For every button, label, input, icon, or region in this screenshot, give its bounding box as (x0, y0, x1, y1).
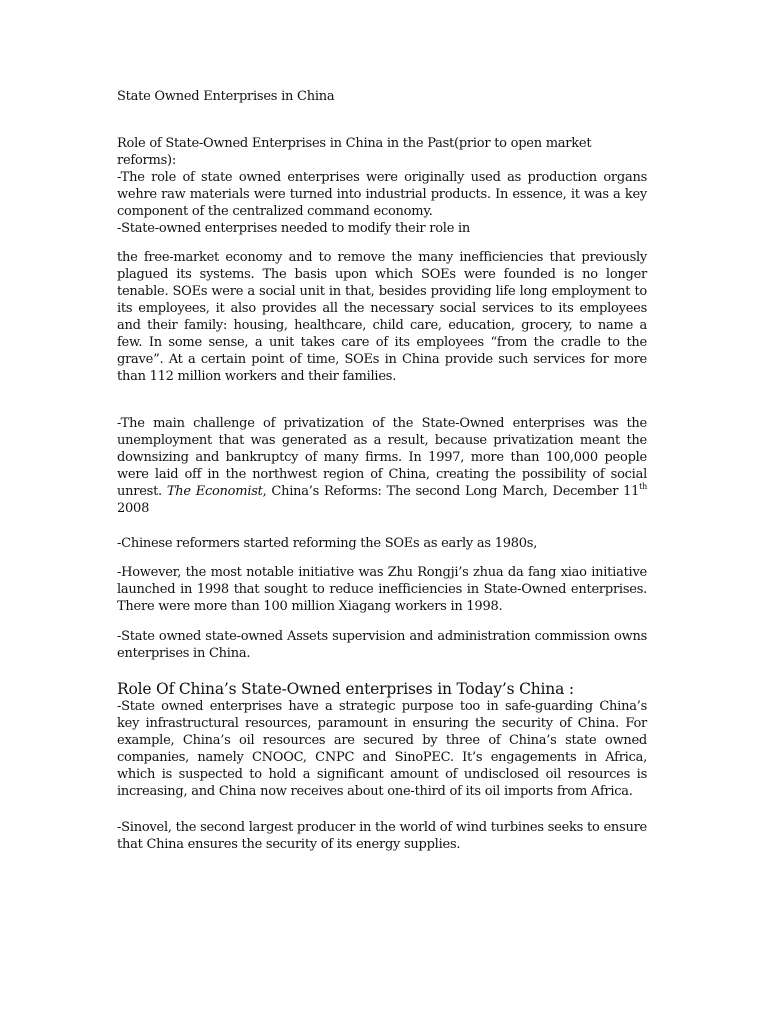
past-role-heading: Role of State-Owned Enterprises in China in the Past(prior to open market reforms): (117, 136, 592, 168)
paragraph-zhu-rongji: -However, the most notable initiative was Zhu Rongji’s zhua da fang xiao initiative launched in 1998 that sought to reduce inefficiencies in State-Owned enterprises. There were more than 100 million Xiagang workers in 1998. (117, 565, 647, 614)
date-superscript: th (639, 482, 647, 491)
privatization-text: -The main challenge of privatization of the State-Owned enterprises was the unemployment that was generated as a result, because privatization meant the downsizing and bankruptcy of many firms. In 1997, more than 100,000 people were laid off in the northwest region of China, creating the possibility of social unrest. (117, 416, 647, 499)
document-title: State Owned Enterprises in China (117, 89, 335, 104)
paragraph-privatization-challenge (117, 415, 647, 517)
source-citation: , China’s Reforms: The second Long March, December 11 (262, 484, 640, 499)
source-publication: The Economist (166, 484, 263, 499)
paragraph-free-market: the free-market economy and to remove the many inefficiencies that previously plagued its systems. The basis upon which SOEs were founded is no longer tenable. SOEs were a social unit in that, besides providing life long employment to its employees, it also provides all the necessary social services to its employees and their family: housing, healthcare, child care, education, grocery, to name a few. In some sense, a unit takes care of its employees “from the cradle to the grave”. At a certain point of time, SOEs in China provide such services for more than 112 million workers and their families. (117, 250, 647, 384)
paragraph-strategic-purpose: -State owned enterprises have a strategic purpose too in safe-guarding China’s key infrastructural resources, paramount in ensuring the security of China. For example, China’s oil resources are secured by three of China’s state owned companies, namely CNOOC, CNPC and SinoPEC. It’s engagements in Africa, which is suspected to hold a significant amount of undisclosed oil resources is increasing, and China now receives about one-third of its oil imports from Africa. (117, 699, 647, 799)
citation-year: 2008 (117, 501, 150, 516)
today-role-heading: Role Of China’s State-Owned enterprises in Today’s China : (117, 680, 574, 698)
paragraph-production-organs: -The role of state owned enterprises were originally used as production organs wehre raw materials were turned into industrial products. In essence, it was a key component of the centralized command economy. (117, 170, 647, 219)
paragraph-reform-start: -Chinese reformers started reforming the SOEs as early as 1980s, (117, 536, 538, 551)
paragraph-modify-role: -State-owned enterprises needed to modify their role in (117, 221, 471, 236)
paragraph-sasac: -State owned state-owned Assets supervision and administration commission owns enterprises in China. (117, 629, 647, 661)
paragraph-sinovel: -Sinovel, the second largest producer in the world of wind turbines seeks to ensure that China ensures the security of its energy supplies. (117, 820, 647, 852)
